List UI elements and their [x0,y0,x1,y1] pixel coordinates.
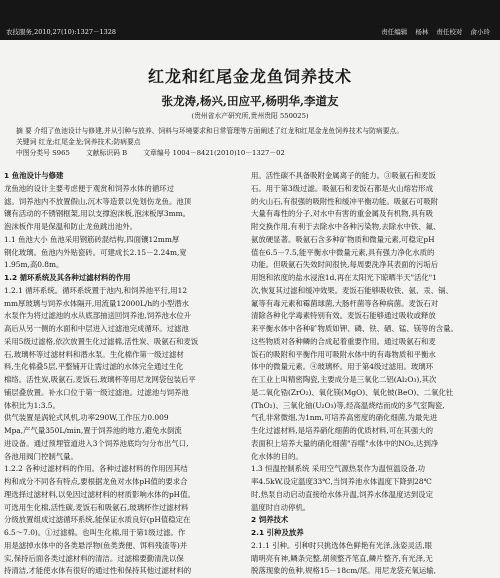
body-text-line: 构和成分不同各有特点,要根据龙鱼对水体pH值的要求合 [4,477,188,486]
body-text-line: 睛明亮有神,鳞条完整,胡须整齐笔直,鳞片整齐,有光泽,无 [251,553,433,563]
body-text-line: 钢化玻璃。鱼池内外贴瓷砖。可建成长2.15－2.24m,宽 [4,247,187,257]
body-text-line: 饭石的吸附和平衡作用可吸附水体中的有毒物质和平衡水 [251,349,436,359]
body-text-line: 可选用生化棉,活性碳,麦饭石和吸氨石,玻璃杯作过滤材料 [4,502,189,512]
body-text-line: 生化过滤材料,是培养硝化细菌的优质材料,可在其强大的 [251,426,434,435]
body-text-line: 大量有毒性的分子,对水中有害的重金属及有机物,具有吸 [251,209,434,219]
body-text-line: 采用5级过滤格,依次放置生化过滤棉,活性炭、吸氨石和麦饭 [4,336,199,346]
body-text-line: 1.2.2 各种过滤材料的作用。各种过滤材料的作用因其结 [4,464,188,474]
body-text-line: 料,生化棉叠5层,平整铺开让需过滤的水体完全通过生化 [4,362,184,372]
body-text-line: 在工业上叫精密陶瓷,主要成分是三氧化二铝(Al₂O₃),其次 [251,375,437,384]
body-text-line: 值在6.5－7.5,能平衡水中微量元素,具有强力净化水质的 [251,247,435,257]
journal-citation: 农技服务,2010,27(10):1327－1328 [6,28,117,36]
body-text-line: 脱落现象的鱼种,规格15－18cm/尾。用尼龙袋充氧运输, [251,566,436,576]
body-text-line: 时,热泵自动启动直接给水体升温,饲养水体温度达到设定 [251,489,434,499]
article-authors: 张龙涛,杨兴,田应平,杨明华,李道友 [161,94,339,108]
abstract-text: 摘 要 介绍了鱼池设计与修建,并从引种与放养、饲料与环境要求和日常管理等方面阐述了红龙和红尾金龙鱼饲养技术与防病要点。 [16,127,404,135]
body-text-line: 这些物质对各种鳞的合成起着重要作用。通过吸氨石和麦 [251,336,436,346]
section-heading: 2.1 引种及放养 [251,528,304,537]
body-text-line: 1.2.1 循环系统。循环系统置于池内,和饲养池平行,用12 [4,285,188,295]
body-text-line: 棉络。活性炭,吸氨石,麦饭石,玻璃杯等用尼龙网袋包装后平 [4,375,196,384]
body-text-line: 氟等有毒元素和霉菌球菌,大肠杆菌等各种病菌。麦饭石对 [251,298,439,308]
body-text-line: 理选择过滤材料,以免因过滤材料的材质影响水体的pH值。 [4,489,195,499]
body-text-line: Mpa,产气量350L/min,置于饲养池的地方,避免水倒流 [4,426,182,435]
body-right-column [251,170,495,578]
body-text-line: 各池用阀门控制气量。 [4,451,78,461]
body-text-line: 功能。但吸氨石失效时间很快,每周要洗净其表面的污垢后 [251,260,439,270]
body-text-line: 水泵作为将过滤池的水从底部抽送回饲养池,饲养池水位升 [4,311,192,321]
body-text-line: 气孔非常微细,为1nm,可培养高密度的硝化细菌,为最先进 [251,413,438,423]
article-number: 文章编号 1004－8421(2010)10－1327－02 [143,149,285,157]
body-text-line: 次,恢复其过滤和缓冲效果。麦饭石能够吸收铁、氨、汞、镉、 [251,285,453,295]
body-text-line: 的火山石,有很强的吸附性和缓冲平衡功能。吸氨石可吸附 [251,196,439,206]
document-code: 文献标识码 B [85,149,128,157]
body-text-line: 持清洁,才能使水体有很好的通过性和保持其他过滤材料的 [4,566,192,576]
body-text-line: 来平衡水体中各种矿物质如钾、磷、铁、硒、锰、镁等的含量。 [251,324,458,333]
body-text-line: 表面积上培养大量的硝化细菌"吞噬"水体中的NO₂,达到净 [251,438,439,448]
section-heading: 2 饲养技术 [251,515,289,525]
body-text-line: 实,保持后面各类过滤材料的清洁。过滤棉要勤清洗以保 [4,553,184,563]
body-text-line: 氨放硬显著。吸氨石含多种矿物质和微量元素,可稳定pH [251,234,435,244]
body-text-line: 用。活性碳不具备吸附金属离子的能力。③吸氨石和麦饭 [251,171,436,180]
body-text-line: 6.5～7.0)。①过滤棉。也叫生化棉,用于第1级过滤。作 [4,528,186,537]
clc-number: 中图分类号 S965 [16,149,70,157]
body-text-line: 泡沫板作用是保温和防止龙鱼跳出池外。 [4,222,138,231]
body-text-line: 镶有活动的不锈钢框架,用以支撑泡沫板,泡沫板厚3mm。 [4,209,191,219]
classification-line [6,148,494,159]
body-text-line: 清除各种化学毒素特别有效。麦饭石能够通过吸收或释放 [251,311,436,321]
body-text-line: 1.3 恒温控制系统 采用空气源热泵作为温恒温设备,功 [251,464,426,474]
body-text-line: 1.95m,高0.8m。 [4,260,64,270]
body-text-line: 1.1 鱼池大小 鱼池采用钢筋砖混结构,四面镶12mm厚 [4,234,180,244]
body-text-line: 滤。饲养池内不放置假山,沉木等造景以免划伤龙鱼。池顶 [4,196,192,206]
editor-credits: 责任编辑 杨林 责任校对 俞小玲 [381,28,490,36]
section-heading: 1 鱼池设计与修建 [4,171,64,180]
body-text-line: 高后从另一侧的水面和中层进入过滤池完成循环。过滤池 [4,324,189,333]
body-text-line: 分级放置组成过滤循环系统,能保证水质良好(pH值稳定在 [4,515,191,525]
body-text-line: 用是滤掉水体中的各类悬浮物(鱼类粪便、饵料残渣等)并 [4,540,188,550]
body-text-line: 是二氧化锆(ZrO₂)、氧化镁(MgO)、氧化铍(BeO)、二氧化钍 [251,387,454,397]
body-text-line: 石。用于第3级过滤。吸氨石和麦饭石都是火山熔岩形成 [251,183,434,193]
body-text-line: (ThO₂)、三氧化铀(U₂O₃)等,经高温烧结而成的多气室陶瓷, [251,400,445,410]
body-text-line: 体中的微量元素。④玻璃杯。用于第4级过滤用。玻璃环 [251,362,434,372]
page-header [0,0,500,40]
body-text-line: 附交换作用,有利于去除水中各种污染物,去除水中铁、氟、 [251,222,441,231]
body-text-line: 用饱和浓度的盐水浸泡1d,再在太阳光下晾晒半天"活化"1 [251,273,437,282]
body-text-line: 温度时自动停机。 [251,502,311,512]
body-text-line: 体积比为1:3.5。 [4,400,60,410]
body-text-line: 石,玻璃杯等过滤材料和潜水泵。生化棉作第一级过滤材 [4,349,184,359]
body-text-line: 化水体的目的。 [251,451,303,461]
section-heading: 1.2 循环系统及其各种过滤材料的作用 [4,273,131,282]
body-text-line: 进设备。通过预埋管道进入3个饲养池底均匀分布出气口, [4,438,189,448]
body-text-line: 龙鱼池的设计主要考虑便于观赏和饲养水体的循环过 [4,183,174,193]
body-text-line: 供气装置是涡轮式风机,功率290W,工作压力0.009 [4,413,169,423]
keywords: 关键词 红龙;红尾金龙;饲养技术;防病要点 [16,138,141,146]
author-affiliation: (贵州省水产研究所,贵州贵阳 550025) [191,112,309,120]
body-left-column [4,170,248,578]
body-text-line: 率4.5kW,设定温度33℃,当饲养池水体温度下降到28℃ [251,477,432,486]
body-text-line: mm厚玻璃与饲养水体隔开,用流量12000L/h的小型潜水 [4,298,190,308]
abstract-block [6,126,494,159]
body-text-line: 2.1.1 引种。引种时只挑选体色鲜艳有光泽,泳姿灵活,眼 [251,540,433,550]
body-text-line: 铺层叠放置。补水口位于第一级过滤池。过滤池与饲养池 [4,387,189,397]
article-title: 红龙和红尾金龙鱼饲养技术 [147,67,352,86]
